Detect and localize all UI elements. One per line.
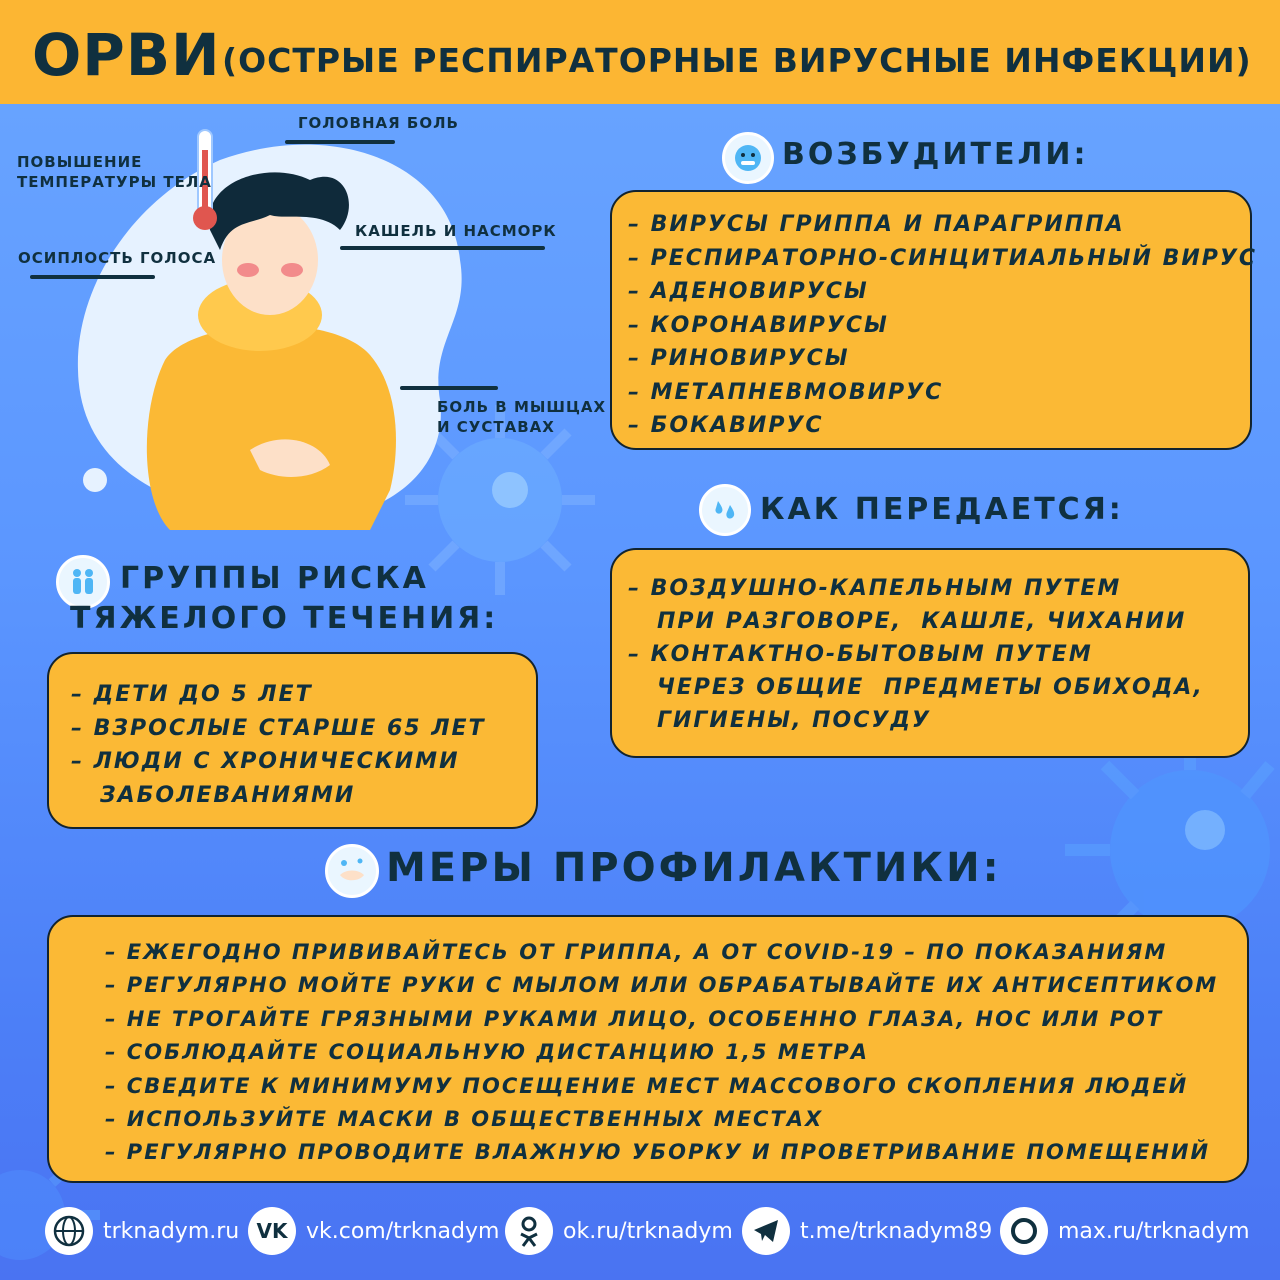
footer-link-text: max.ru/trknadym (1058, 1218, 1250, 1244)
symptom-headache: ГОЛОВНАЯ БОЛЬ (298, 114, 459, 132)
list-item: – БОКАВИРУС (628, 413, 824, 438)
pointer-hoarse (30, 275, 155, 279)
symptom-muscle-line2: И СУСТАВАХ (437, 418, 555, 436)
virus-face-icon (722, 132, 774, 184)
list-item: – ВИРУСЫ ГРИППА И ПАРАГРИППА (628, 212, 1125, 237)
list-item: ЗАБОЛЕВАНИЯМИ (71, 782, 356, 808)
list-item: ГИГИЕНЫ, ПОСУДУ (628, 708, 931, 733)
list-item: ПРИ РАЗГОВОРЕ, КАШЛЕ, ЧИХАНИИ (628, 609, 1187, 634)
symptom-hoarse: ОСИПЛОСТЬ ГОЛОСА (18, 249, 217, 267)
footer-link-vk[interactable] (248, 1207, 499, 1255)
list-item: – РЕГУЛЯРНО МОЙТЕ РУКИ С МЫЛОМ ИЛИ ОБРАБАТЫВАЙТЕ ИХ АНТИСЕПТИКОМ (105, 973, 1219, 998)
footer-link-text: vk.com/trknadym (306, 1218, 500, 1244)
telegram-icon (742, 1207, 790, 1255)
list-item: – СОБЛЮДАЙТЕ СОЦИАЛЬНУЮ ДИСТАНЦИЮ 1,5 МЕТРА (105, 1040, 870, 1065)
list-item: – КОНТАКТНО-БЫТОВЫМ ПУТЕМ (628, 642, 1093, 667)
list-item: – ВЗРОСЛЫЕ СТАРШЕ 65 ЛЕТ (71, 715, 486, 741)
list-item: – ИСПОЛЬЗУЙТЕ МАСКИ В ОБЩЕСТВЕННЫХ МЕСТАХ (105, 1107, 824, 1132)
footer-link-text: ok.ru/trknadym (563, 1218, 733, 1244)
list-item: – ДЕТИ ДО 5 ЛЕТ (71, 682, 313, 707)
max-icon (1000, 1207, 1048, 1255)
symptom-muscle-line1: БОЛЬ В МЫШЦАХ (437, 398, 607, 416)
list-item: ЧЕРЕЗ ОБЩИЕ ПРЕДМЕТЫ ОБИХОДА, (628, 675, 1204, 700)
droplets-icon (699, 484, 751, 536)
risk-title-line1: ГРУППЫ РИСКА (120, 561, 429, 596)
vk-icon: VK (248, 1207, 296, 1255)
symptom-fever-line2: ТЕМПЕРАТУРЫ ТЕЛА (17, 173, 212, 191)
pointer-headache (285, 140, 395, 144)
ok-icon (505, 1207, 553, 1255)
globe-icon (45, 1207, 93, 1255)
list-item: – РЕСПИРАТОРНО-СИНЦИТИАЛЬНЫЙ ВИРУС (628, 245, 1257, 271)
page-title: ОРВИ (32, 21, 221, 89)
hand-washing-icon (325, 844, 379, 898)
list-item: – КОРОНАВИРУСЫ (628, 312, 889, 338)
list-item: – МЕТАПНЕВМОВИРУС (628, 379, 944, 405)
list-item: – ВОЗДУШНО-КАПЕЛЬНЫМ ПУТЕМ (628, 576, 1122, 601)
list-item: – СВЕДИТЕ К МИНИМУМУ ПОСЕЩЕНИЕ МЕСТ МАССОВОГО СКОПЛЕНИЯ ЛЮДЕЙ (105, 1073, 1189, 1098)
footer-link-max[interactable] (1000, 1207, 1250, 1255)
list-item: – ЕЖЕГОДНО ПРИВИВАЙТЕСЬ ОТ ГРИППА, А ОТ COVID-19 – ПО ПОКАЗАНИЯМ (105, 940, 1168, 964)
footer-link-telegram[interactable] (742, 1207, 992, 1255)
risk-title-line2: ТЯЖЕЛОГО ТЕЧЕНИЯ: (70, 601, 499, 636)
prevention-box (47, 915, 1249, 1183)
pathogens-box (610, 190, 1257, 450)
prevention-title: МЕРЫ ПРОФИЛАКТИКИ: (386, 845, 1002, 891)
footer-link-text: trknadym.ru (103, 1218, 240, 1244)
list-item: – АДЕНОВИРУСЫ (628, 279, 869, 304)
pathogens-title: ВОЗБУДИТЕЛИ: (782, 137, 1089, 172)
list-item: – РЕГУЛЯРНО ПРОВОДИТЕ ВЛАЖНУЮ УБОРКУ И ПРОВЕТРИВАНИЕ ПОМЕЩЕНИЙ (105, 1140, 1211, 1165)
pointer-cough (340, 246, 545, 250)
list-item: – РИНОВИРУСЫ (628, 346, 850, 371)
transmission-title: КАК ПЕРЕДАЕТСЯ: (760, 492, 1124, 527)
pointer-muscle (400, 386, 498, 390)
risk-box (47, 652, 538, 829)
symptom-fever-line1: ПОВЫШЕНИЕ (17, 153, 143, 171)
list-item: – ЛЮДИ С ХРОНИЧЕСКИМИ (71, 749, 460, 774)
footer-link-site[interactable] (45, 1207, 239, 1255)
footer-link-text: t.me/trknadym89 (800, 1218, 993, 1244)
symptom-cough: КАШЕЛЬ И НАСМОРК (355, 222, 557, 240)
page-subtitle: (ОСТРЫЕ РЕСПИРАТОРНЫЕ ВИРУСНЫЕ ИНФЕКЦИИ) (222, 41, 1252, 80)
list-item: – НЕ ТРОГАЙТЕ ГРЯЗНЫМИ РУКАМИ ЛИЦО, ОСОБЕННО ГЛАЗА, НОС ИЛИ РОТ (105, 1006, 1164, 1031)
footer-link-ok[interactable] (505, 1207, 733, 1255)
transmission-box (610, 548, 1250, 758)
